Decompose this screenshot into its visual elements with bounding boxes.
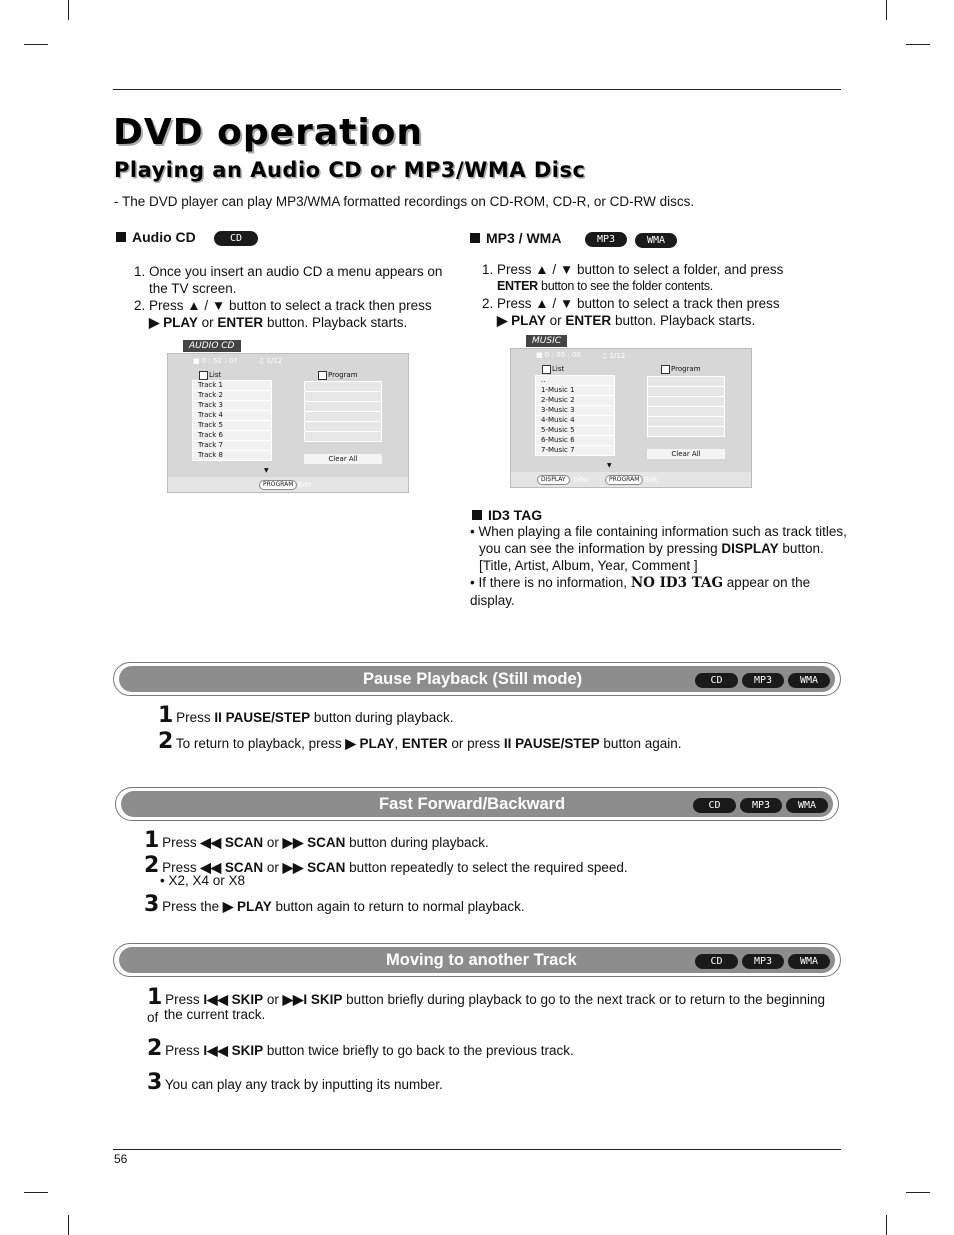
file-list <box>535 375 615 456</box>
scan-section-header <box>115 787 839 821</box>
scan-step-3: 3 Press the ▶ PLAY button again to return to normal playback. <box>144 892 525 917</box>
screen-tag: MUSIC <box>526 335 567 347</box>
track-count: ♫ 1/12 <box>258 357 283 365</box>
program-slot[interactable] <box>647 376 725 387</box>
list-icon <box>542 365 551 374</box>
id3-heading: ID3 TAG <box>472 507 542 523</box>
screen-footer <box>511 472 751 487</box>
mp3-badge: MP3 <box>742 954 784 969</box>
skip-step-1-cont: the current track. <box>164 1007 266 1022</box>
bullet-line: • If there is no information, NO ID3 TAG appear on the display. <box>470 575 811 608</box>
track-list <box>192 380 272 461</box>
wma-badge: WMA <box>788 954 830 969</box>
step-line: ENTER button to see the folder contents. <box>497 279 713 293</box>
step-line: the TV screen. <box>149 281 237 296</box>
scan-speed-bullet: • X2, X4 or X8 <box>160 873 246 888</box>
footer-rule <box>113 1149 841 1150</box>
list-item[interactable]: Track 3 <box>192 401 272 411</box>
program-slot[interactable] <box>647 397 725 407</box>
section-title: Moving to another Track <box>386 951 577 969</box>
id3-bullets <box>470 523 850 609</box>
list-item[interactable]: 4-Music 4 <box>535 416 615 426</box>
screen-footer <box>168 477 408 492</box>
crop-mark <box>68 1215 69 1235</box>
program-slot[interactable] <box>647 417 725 427</box>
display-key: DISPLAY <box>537 475 570 485</box>
clear-all-button[interactable]: Clear All <box>647 449 725 459</box>
list-icon <box>199 371 208 380</box>
audio-cd-heading: Audio CD <box>116 229 196 245</box>
program-slot[interactable] <box>647 387 725 397</box>
pause-step-2: 2 To return to playback, press ▶ PLAY, ENTER or press II PAUSE/STEP button again. <box>158 729 682 754</box>
square-bullet-icon <box>470 233 480 243</box>
skip-step-3: 3 You can play any track by inputting its number. <box>147 1070 443 1095</box>
crop-mark <box>68 0 69 20</box>
edit-label: Edit <box>298 481 312 489</box>
time-display: ■ 0 : 52 : 07 <box>193 357 238 365</box>
crop-mark <box>886 0 887 20</box>
pause-step-1: 1 Press II PAUSE/STEP button during playback. <box>158 703 454 728</box>
program-key: PROGRAM <box>259 480 297 490</box>
step-line: ▶ PLAY or ENTER button. Playback starts. <box>149 315 408 330</box>
page-subtitle: Playing an Audio CD or MP3/WMA Disc <box>114 158 586 182</box>
scroll-down-icon: ▼ <box>264 467 269 474</box>
section-title: Pause Playback (Still mode) <box>363 670 583 688</box>
step-line: 2. Press ▲ / ▼ button to select a track then press <box>134 298 432 313</box>
list-item[interactable]: 5-Music 5 <box>535 426 615 436</box>
program-icon <box>661 365 670 374</box>
wma-badge: WMA <box>788 673 830 688</box>
bullet-line: [Title, Artist, Album, Year, Comment ] <box>479 558 698 573</box>
header-rule <box>113 89 841 90</box>
program-slot[interactable] <box>304 432 382 442</box>
info-label: Info <box>574 476 588 484</box>
square-bullet-icon <box>472 510 482 520</box>
cd-badge: CD <box>693 798 736 813</box>
program-slot[interactable] <box>647 427 725 437</box>
step-line: ▶ PLAY or ENTER button. Playback starts. <box>497 313 756 328</box>
audio-cd-menu-screen <box>167 341 409 493</box>
list-label: List <box>552 365 565 373</box>
list-item[interactable]: Track 5 <box>192 421 272 431</box>
list-label: List <box>209 371 222 379</box>
list-item[interactable]: Track 1 <box>192 380 272 391</box>
list-item[interactable]: 2-Music 2 <box>535 396 615 406</box>
mp3-wma-steps <box>482 261 802 329</box>
cd-badge: CD <box>695 673 738 688</box>
program-key: PROGRAM <box>605 475 643 485</box>
list-item[interactable]: 7-Music 7 <box>535 446 615 456</box>
format-badges <box>691 952 830 969</box>
mp3-badge: MP3 <box>585 232 627 247</box>
program-slot[interactable] <box>304 402 382 412</box>
program-slot[interactable] <box>647 407 725 417</box>
mp3-badge: MP3 <box>742 673 784 688</box>
pause-section-header <box>113 662 841 696</box>
page-number: 56 <box>114 1152 128 1166</box>
clear-all-button[interactable]: Clear All <box>304 454 382 464</box>
skip-section-header <box>113 943 841 977</box>
track-count: ♫ 1/12 <box>601 352 626 360</box>
program-list <box>647 376 725 437</box>
list-item[interactable]: Track 7 <box>192 441 272 451</box>
audio-cd-steps <box>134 263 454 331</box>
program-label: Program <box>671 365 701 373</box>
list-item[interactable]: 3-Music 3 <box>535 406 615 416</box>
step-line: 1. Once you insert an audio CD a menu appears on <box>134 264 443 279</box>
edit-label: Edit <box>644 476 658 484</box>
wma-badge: WMA <box>786 798 828 813</box>
square-bullet-icon <box>116 232 126 242</box>
page-title: DVD operation <box>113 112 424 153</box>
program-label: Program <box>328 371 358 379</box>
time-display: ■ 0 : 00 : 00 <box>536 351 581 359</box>
list-item[interactable]: Track 6 <box>192 431 272 441</box>
cd-badge: CD <box>214 231 258 246</box>
bullet-line: you can see the information by pressing DISPLAY button. <box>479 541 824 556</box>
format-badges <box>691 671 830 688</box>
crop-mark <box>24 44 48 45</box>
crop-mark <box>906 44 930 45</box>
program-list <box>304 381 382 442</box>
format-badges <box>689 796 828 813</box>
section-title: Fast Forward/Backward <box>379 795 566 813</box>
list-item[interactable]: Track 8 <box>192 451 272 461</box>
program-slot[interactable] <box>304 381 382 392</box>
program-slot[interactable] <box>304 392 382 402</box>
bullet-line: • When playing a file containing information such as track titles, <box>470 524 847 539</box>
wma-badge: WMA <box>635 233 677 248</box>
list-item[interactable]: Track 4 <box>192 411 272 421</box>
list-item[interactable]: 6-Music 6 <box>535 436 615 446</box>
program-slot[interactable] <box>304 412 382 422</box>
program-icon <box>318 371 327 380</box>
mp3-wma-heading: MP3 / WMA <box>470 230 561 246</box>
program-slot[interactable] <box>304 422 382 432</box>
scan-step-2: 2 Press ◀◀ SCAN or ▶▶ SCAN button repeatedly to select the required speed. <box>144 853 628 878</box>
screen-tag: AUDIO CD <box>183 340 241 352</box>
crop-mark <box>24 1192 48 1193</box>
skip-step-2: 2 Press I◀◀ SKIP button twice briefly to go back to the previous track. <box>147 1036 574 1061</box>
intro-text: - The DVD player can play MP3/WMA formatted recordings on CD-ROM, CD-R, or CD-RW discs. <box>114 194 695 209</box>
skip-step-1: 1 Press I◀◀ SKIP or ▶▶I SKIP button briefly during playback to go to the next track or to return to the beginning of <box>147 985 825 1025</box>
scan-step-1: 1 Press ◀◀ SCAN or ▶▶ SCAN button during playback. <box>144 828 489 853</box>
cd-badge: CD <box>695 954 738 969</box>
mp3-menu-screen <box>510 336 752 488</box>
crop-mark <box>906 1192 930 1193</box>
list-item[interactable]: Track 2 <box>192 391 272 401</box>
mp3-badge: MP3 <box>740 798 782 813</box>
step-line: 2. Press ▲ / ▼ button to select a track then press <box>482 296 780 311</box>
list-item[interactable]: 1-Music 1 <box>535 386 615 396</box>
crop-mark <box>886 1215 887 1235</box>
scroll-down-icon: ▼ <box>607 462 612 469</box>
step-line: 1. Press ▲ / ▼ button to select a folder, and press <box>482 262 784 277</box>
list-item[interactable]: .. <box>535 375 615 386</box>
